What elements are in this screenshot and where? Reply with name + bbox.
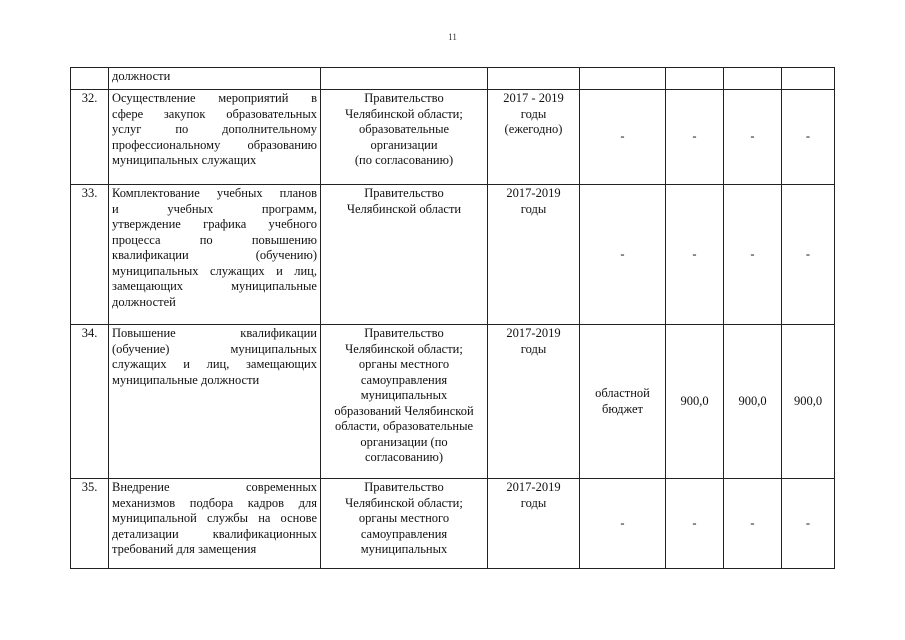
cell-line: Правительство — [364, 91, 444, 105]
cell-line: Челябинской области; — [345, 106, 463, 121]
cell-line: услуг по дополнительному — [112, 122, 317, 136]
cell-line: Осуществление мероприятий в — [112, 91, 317, 105]
cell-line: Правительство — [364, 326, 444, 340]
cell-line: - — [620, 515, 625, 530]
funding-amount-2019 — [782, 68, 835, 90]
cell-line: годы — [520, 201, 547, 216]
cell-line: квалификации (обучению) — [112, 248, 317, 262]
cell-line: должности — [112, 69, 171, 83]
cell-line: бюджет — [602, 401, 643, 416]
cell-line: областной — [595, 386, 650, 400]
measure-description — [109, 479, 321, 569]
measures-table — [70, 67, 835, 569]
cell-line: годы — [520, 341, 547, 356]
cell-line: Челябинской области; — [345, 341, 463, 356]
cell-line: процесса по повышению — [112, 232, 317, 247]
cell-line: - — [620, 129, 625, 144]
implementation-term — [488, 479, 580, 569]
responsible-executor — [321, 479, 488, 569]
measure-description — [109, 68, 321, 90]
cell-line: - — [620, 246, 625, 261]
cell-line: (обучение) муниципальных — [112, 341, 317, 356]
cell-line: утверждение графика учебного — [112, 217, 317, 231]
funding-amount-2017: - — [666, 90, 724, 185]
row-number — [71, 68, 109, 90]
cell-line: должностей — [112, 294, 176, 309]
funding-source — [580, 325, 666, 479]
cell-line: и учебных программ, — [112, 201, 317, 216]
implementation-term — [488, 68, 580, 90]
funding-amount-2017 — [666, 68, 724, 90]
cell-line: муниципальных служащих и лиц, — [112, 263, 317, 278]
responsible-executor — [321, 325, 488, 479]
cell-line: (по согласованию) — [354, 153, 454, 167]
cell-line: согласованию) — [364, 450, 444, 464]
cell-line: Комплектование учебных планов — [112, 186, 317, 200]
row-number: 35. — [71, 479, 109, 569]
responsible-executor — [321, 68, 488, 90]
cell-line: Правительство — [364, 480, 444, 494]
cell-line: годы — [520, 106, 547, 121]
cell-line: служащих и лиц, замещающих — [112, 357, 317, 371]
cell-line: организации — [370, 137, 438, 152]
row-number: 34. — [71, 325, 109, 479]
cell-line: самоуправления — [360, 372, 448, 387]
funding-source — [580, 90, 666, 185]
cell-line: организации (по — [360, 434, 448, 449]
funding-amount-2018: - — [724, 90, 782, 185]
funding-amount-2019: 900,0 — [782, 325, 835, 479]
cell-line: органы местного — [358, 511, 450, 525]
cell-line: детализации квалификационных — [112, 526, 317, 541]
funding-amount-2019: - — [782, 479, 835, 569]
page-number: 11 — [448, 32, 457, 42]
table-row — [71, 185, 835, 325]
cell-line: муниципальных — [360, 388, 448, 402]
row-number: 32. — [71, 90, 109, 185]
funding-amount-2018 — [724, 68, 782, 90]
cell-line: 2017-2019 — [506, 326, 561, 340]
cell-line: годы — [520, 495, 547, 510]
cell-line: муниципальных — [360, 542, 448, 556]
cell-line: (ежегодно) — [504, 122, 563, 136]
funding-amount-2018: 900,0 — [724, 325, 782, 479]
funding-amount-2017: 900,0 — [666, 325, 724, 479]
cell-line: Повышение квалификации — [112, 326, 317, 340]
funding-source — [580, 185, 666, 325]
cell-line: 2017 - 2019 — [503, 91, 564, 105]
table-row — [71, 90, 835, 185]
funding-amount-2018: - — [724, 185, 782, 325]
cell-line: требований для замещения — [112, 542, 257, 556]
measure-description — [109, 90, 321, 185]
table-row — [71, 479, 835, 569]
cell-line: сфере закупок образовательных — [112, 106, 317, 121]
responsible-executor — [321, 90, 488, 185]
cell-line: Правительство — [364, 186, 444, 200]
cell-line: самоуправления — [360, 526, 448, 541]
implementation-term — [488, 325, 580, 479]
cell-line: Внедрение современных — [112, 480, 317, 494]
row-number: 33. — [71, 185, 109, 325]
cell-line: 2017-2019 — [506, 186, 561, 200]
responsible-executor — [321, 185, 488, 325]
funding-amount-2019: - — [782, 90, 835, 185]
cell-line: области, образовательные — [334, 419, 474, 433]
cell-line: образований Челябинской — [334, 403, 474, 418]
funding-amount-2017: - — [666, 185, 724, 325]
cell-line: образовательные — [358, 122, 450, 136]
cell-line: Челябинской области; — [345, 495, 463, 510]
cell-line: муниципальные должности — [112, 372, 260, 387]
funding-amount-2017: - — [666, 479, 724, 569]
cell-line: Челябинской области — [346, 201, 462, 216]
funding-source — [580, 479, 666, 569]
funding-amount-2019: - — [782, 185, 835, 325]
cell-line: муниципальной службы на основе — [112, 511, 317, 525]
cell-line: профессиональному образованию — [112, 137, 317, 152]
measure-description — [109, 325, 321, 479]
funding-source — [580, 68, 666, 90]
cell-line: органы местного — [358, 357, 450, 371]
cell-line: замещающих муниципальные — [112, 279, 317, 293]
cell-line: механизмов подбора кадров для — [112, 495, 317, 510]
table-row — [71, 68, 835, 90]
cell-line: 2017-2019 — [506, 480, 561, 494]
implementation-term — [488, 185, 580, 325]
measure-description — [109, 185, 321, 325]
table-row — [71, 325, 835, 479]
implementation-term — [488, 90, 580, 185]
funding-amount-2018: - — [724, 479, 782, 569]
cell-line: муниципальных служащих — [112, 153, 257, 167]
